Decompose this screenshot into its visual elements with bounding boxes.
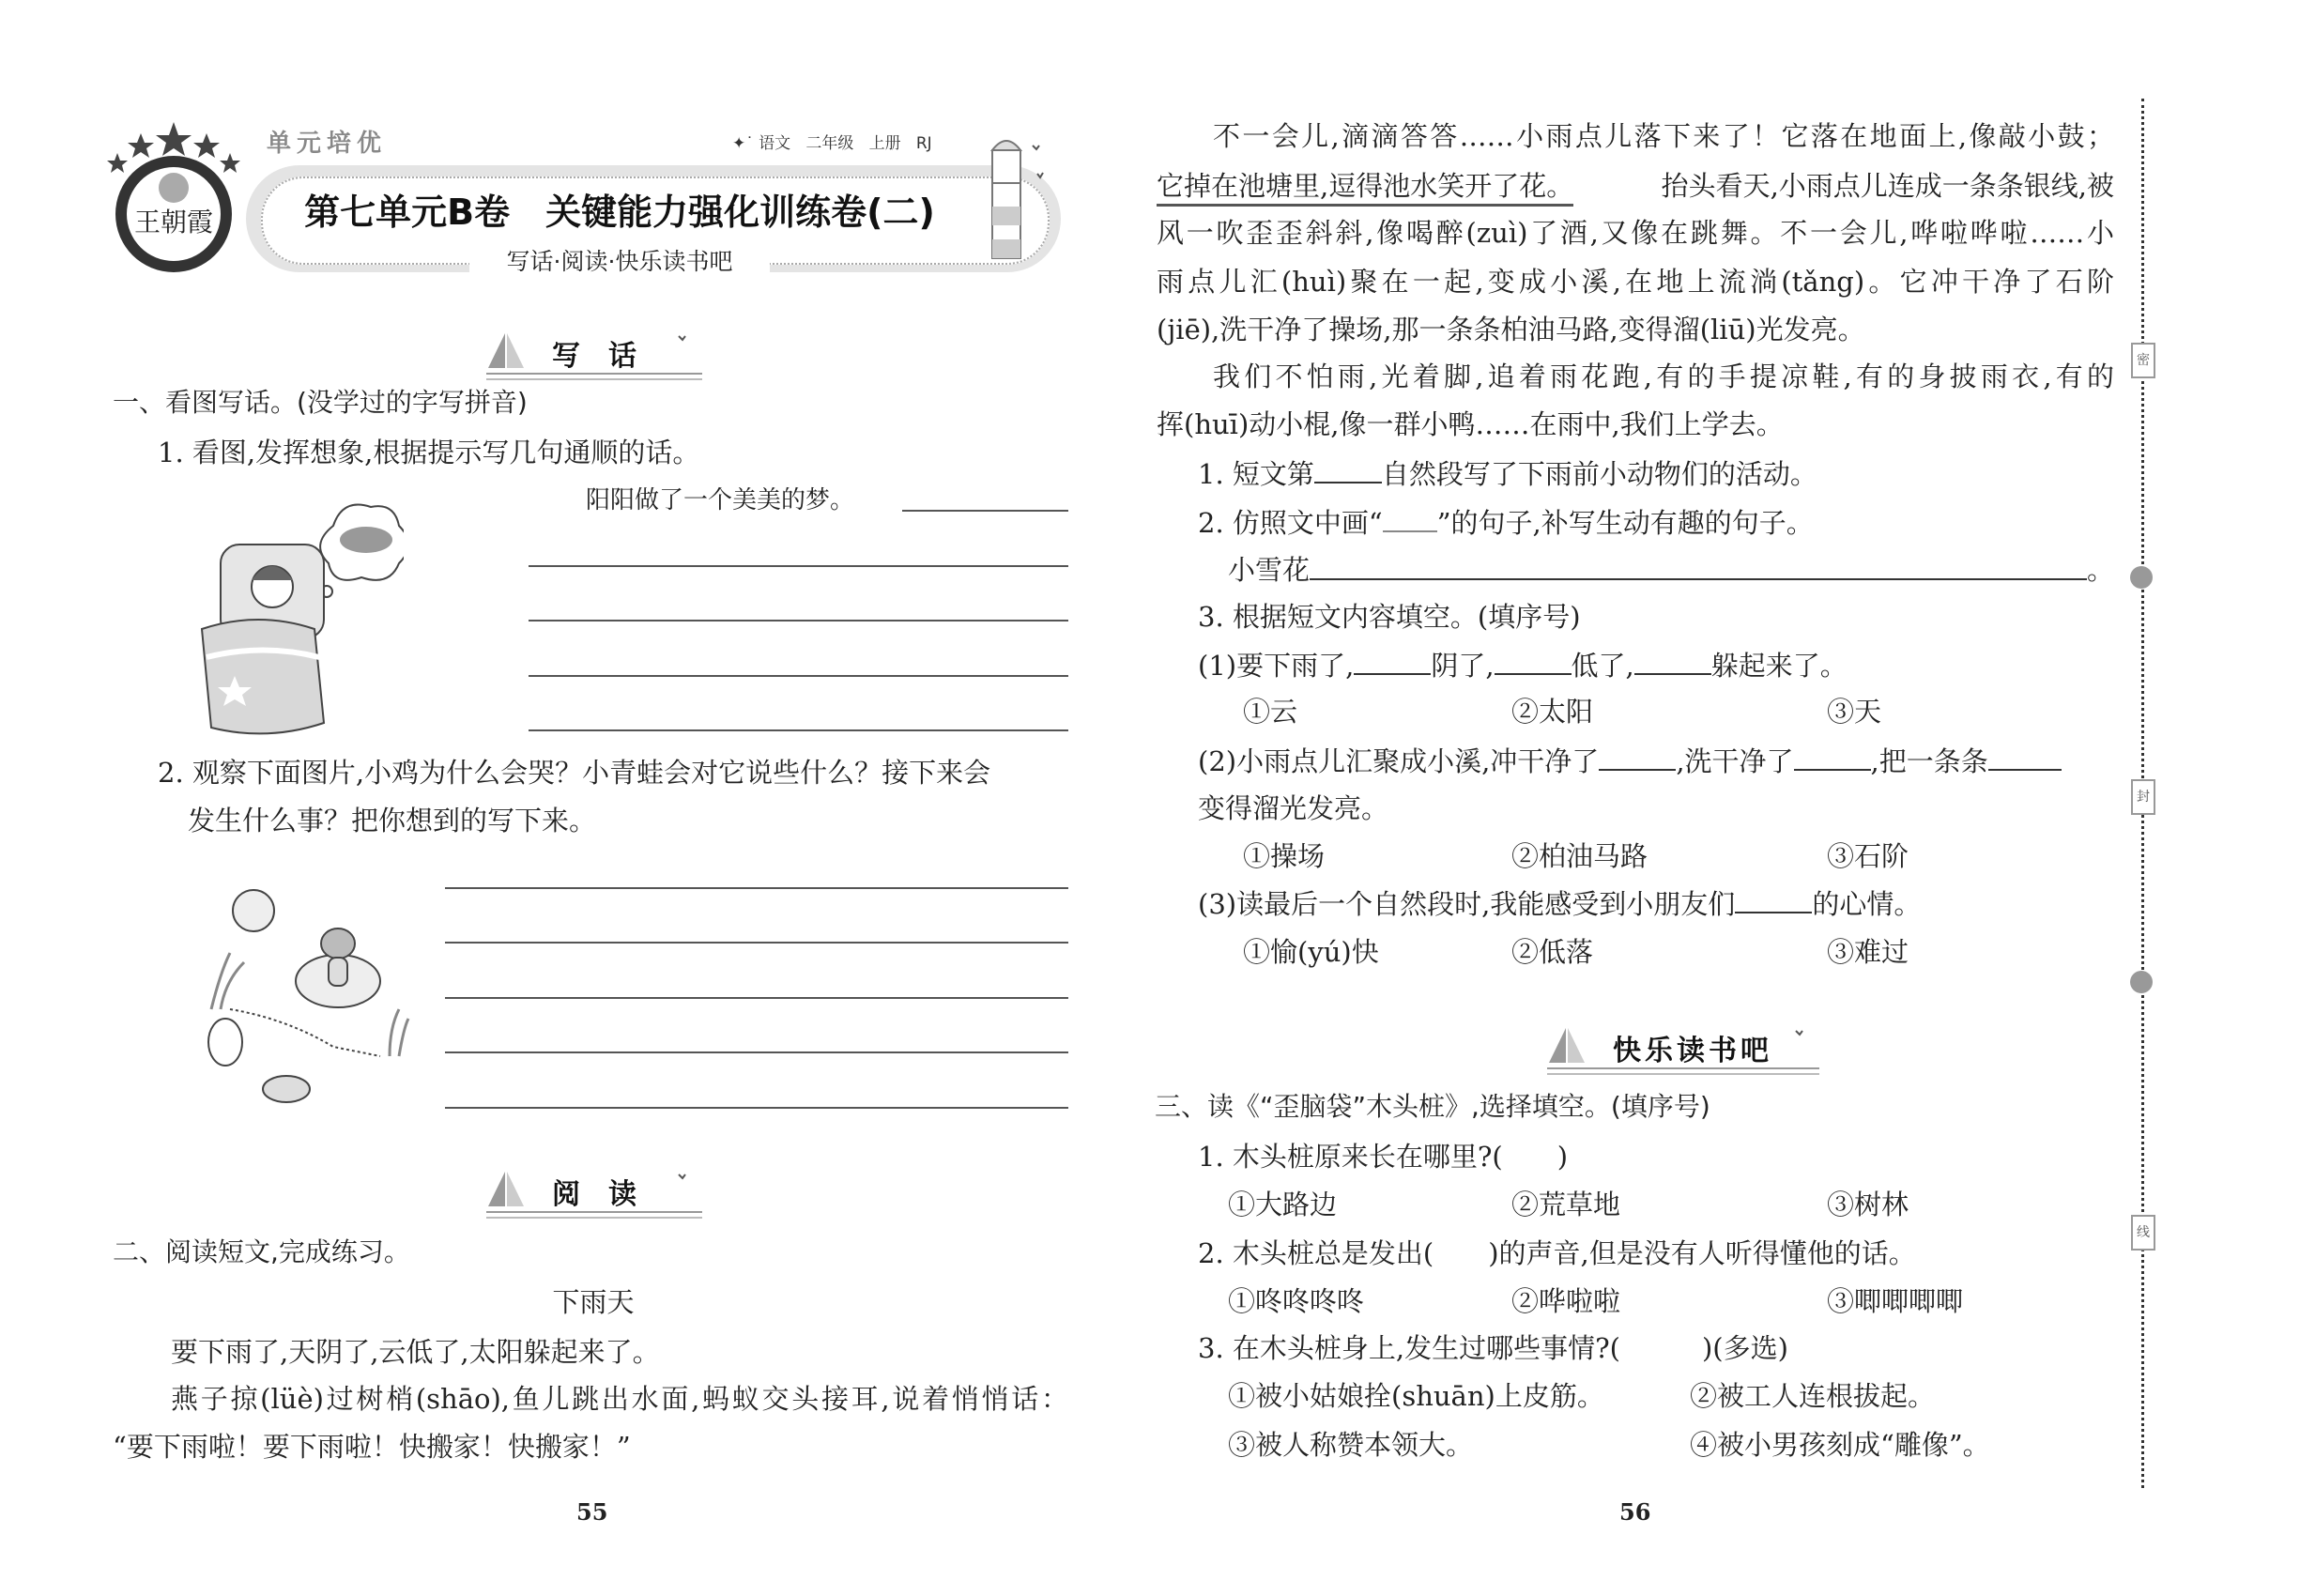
- question-1-1-prompt: 阳阳做了一个美美的梦。: [586, 486, 855, 514]
- option: ②低落: [1511, 936, 1594, 968]
- question-3-heading: 三、读《“歪脑袋”木头桩》,选择填空。(填序号): [1155, 1091, 1710, 1122]
- meta-grade: 二年级: [805, 134, 854, 153]
- writing-line[interactable]: [445, 1107, 1068, 1109]
- writing-line[interactable]: [445, 1051, 1068, 1053]
- option: ④被小男孩刻成“雕像”。: [1690, 1429, 1990, 1461]
- question-q3-2: [1198, 743, 2062, 779]
- q-text: 小雪花: [1228, 554, 1311, 586]
- section-title: 快乐读书吧: [1613, 1035, 1772, 1067]
- sparkle-icon: ✦˙: [732, 134, 759, 153]
- answer-blank[interactable]: [1735, 885, 1812, 913]
- scissors-icon: [2130, 566, 2153, 589]
- option: ②荒草地: [1511, 1189, 1621, 1220]
- option: ①云: [1243, 696, 1298, 728]
- question-q3-1: [1198, 647, 1848, 683]
- option: ①操场: [1243, 840, 1326, 872]
- option: ②柏油马路: [1511, 840, 1648, 872]
- binding-tag: 密: [2131, 343, 2155, 378]
- meta-volume: 上册: [868, 134, 901, 153]
- q-text: ,把一条条: [1870, 745, 1988, 777]
- option: ③唧唧唧唧: [1827, 1285, 1964, 1317]
- binding-tag: 封: [2131, 779, 2155, 815]
- answer-blank[interactable]: [1794, 743, 1871, 771]
- passage-line: 燕子掠(lüè)过树梢(shāo),鱼儿跳出水面,蚂蚁交头接耳,说着悄悄话：: [171, 1383, 1068, 1415]
- question-1-heading: 一、看图写话。(没学过的字写拼音): [113, 387, 528, 418]
- q-text: 自然段写了下雨前小动物们的活动。: [1381, 458, 1817, 490]
- q-text: 阴了,: [1431, 650, 1495, 682]
- question-q3: 3. 根据短文内容填空。(填序号): [1198, 601, 1581, 633]
- passage-line: 要下雨了,天阴了,云低了,太阳躲起来了。: [171, 1336, 660, 1368]
- writing-line[interactable]: [529, 675, 1068, 677]
- underlined-sentence: 它掉在池塘里,逗得池水笑开了花。: [1157, 168, 1573, 207]
- passage-line: 雨点儿汇(huì)聚在一起,变成小溪,在地上流淌(tǎng)。它冲干净了石阶: [1157, 266, 2114, 298]
- writing-line[interactable]: [445, 997, 1068, 999]
- page-subtitle: 写话·阅读·快乐读书吧: [469, 244, 770, 280]
- q-text: 1. 短文第: [1198, 458, 1314, 490]
- q-text: (3)读最后一个自然段时,我能感受到小朋友们: [1198, 888, 1736, 920]
- passage-line: [1157, 168, 2114, 207]
- writing-line[interactable]: [529, 729, 1068, 731]
- option: ②被工人连根拔起。: [1690, 1380, 1936, 1412]
- dreaming-boy-illustration: [197, 488, 404, 742]
- q-text: 低了,: [1571, 650, 1634, 682]
- meta-edition: RJ: [915, 134, 932, 153]
- q-text: 的心情。: [1812, 888, 1922, 920]
- answer-blank[interactable]: [1634, 647, 1711, 675]
- q-text: (1)要下雨了,: [1198, 650, 1355, 682]
- page-number: 55: [576, 1498, 608, 1526]
- section-title: 阅读: [552, 1178, 665, 1211]
- option: ③天: [1827, 696, 1882, 728]
- writing-line[interactable]: [529, 620, 1068, 622]
- answer-blank[interactable]: [1599, 743, 1676, 771]
- question-q2-answer: [1228, 552, 2114, 588]
- question-2-heading: 二、阅读短文,完成练习。: [113, 1236, 410, 1267]
- passage-line: (jiē),洗干净了操场,那一条条柏油马路,变得溜(liū)光发亮。: [1157, 314, 1865, 345]
- passage-title: 下雨天: [552, 1286, 635, 1318]
- option: ①大路边: [1228, 1189, 1338, 1220]
- writing-line[interactable]: [902, 510, 1068, 512]
- option: ③难过: [1827, 936, 1909, 968]
- scissors-icon: [2130, 971, 2153, 993]
- writing-line[interactable]: [529, 565, 1068, 567]
- option: ①愉(yú)快: [1243, 936, 1379, 968]
- page-title: 第七单元B卷 关键能力强化训练卷(二): [304, 192, 935, 233]
- passage-line: 挥(huī)动小棍,像一群小鸭……在雨中,我们上学去。: [1157, 408, 1784, 440]
- question-q2: [1198, 504, 1814, 541]
- answer-blank[interactable]: [1495, 647, 1572, 675]
- underline-sample: [1383, 504, 1437, 532]
- option: ②太阳: [1511, 696, 1594, 728]
- section-title: 写话: [552, 340, 665, 373]
- book-question-1: 1. 木头桩原来长在哪里?( ): [1198, 1141, 1569, 1173]
- option: ②哗啦啦: [1511, 1285, 1621, 1317]
- q-text: 2. 仿照文中画“: [1198, 507, 1383, 539]
- q-text: 躲起来了。: [1710, 650, 1848, 682]
- binding-tag: 线: [2131, 1215, 2155, 1251]
- section-heading-reading: [486, 1167, 702, 1223]
- writing-line[interactable]: [445, 942, 1068, 944]
- publisher-logo: [103, 120, 244, 275]
- meta-subject: 语文: [759, 134, 791, 153]
- q-text: (2)小雨点儿汇聚成小溪,冲干净了: [1198, 745, 1600, 777]
- meta-info: [732, 130, 932, 153]
- option: ③树林: [1827, 1189, 1909, 1220]
- passage-line: “要下雨啦！要下雨啦！快搬家！快搬家！”: [113, 1431, 631, 1463]
- passage-line: 不一会儿,滴滴答答……小雨点儿落下来了！它落在地面上,像敲小鼓；: [1213, 120, 2114, 152]
- option: ③石阶: [1827, 840, 1909, 872]
- option: ③被人称赞本领大。: [1228, 1429, 1474, 1461]
- frog-and-chick-illustration: [183, 878, 437, 1103]
- writing-line[interactable]: [445, 887, 1068, 889]
- answer-blank[interactable]: [1988, 743, 2062, 771]
- question-1-1: 1. 看图,发挥想象,根据提示写几句通顺的话。: [158, 437, 700, 468]
- book-question-2: 2. 木头桩总是发出( )的声音,但是没有人听得懂他的话。: [1198, 1237, 1916, 1269]
- logo-text: 王朝霞: [133, 207, 214, 238]
- option: ①被小姑娘拴(shuān)上皮筋。: [1228, 1380, 1604, 1412]
- passage-text: 抬头看天,小雨点儿连成一条条银线,被: [1661, 170, 2114, 202]
- section-heading-writing: [486, 329, 702, 385]
- question-q1: [1198, 455, 1817, 492]
- question-1-2-line2: 发生什么事？把你想到的写下来。: [188, 805, 597, 836]
- passage-line: 风一吹歪歪斜斜,像喝醉(zuì)了酒,又像在跳舞。不一会儿,哗啦哗啦……小: [1157, 217, 2114, 249]
- q-text: ,洗干净了: [1676, 745, 1794, 777]
- book-question-3: 3. 在木头桩身上,发生过哪些事情?( )(多选): [1198, 1332, 1788, 1364]
- option: ①咚咚咚咚: [1228, 1285, 1365, 1317]
- answer-blank[interactable]: [1314, 455, 1382, 483]
- series-label: 单元培优: [267, 130, 388, 158]
- q-text: 。: [2086, 554, 2114, 586]
- lighthouse-icon: [981, 131, 1047, 263]
- question-1-2-line1: 2. 观察下面图片,小鸡为什么会哭？小青蛙会对它说些什么？接下来会: [158, 757, 991, 789]
- answer-blank[interactable]: [1354, 647, 1431, 675]
- passage-line: 我们不怕雨,光着脚,追着雨花跑,有的手提凉鞋,有的身披雨衣,有的: [1213, 361, 2114, 392]
- page-number: 56: [1619, 1498, 1651, 1526]
- section-heading-books: [1547, 1023, 1819, 1080]
- answer-blank[interactable]: [1310, 552, 2087, 580]
- question-q3-3: [1198, 885, 1921, 922]
- q-text: ”的句子,补写生动有趣的句子。: [1436, 507, 1814, 539]
- question-q3-2-line2: 变得溜光发亮。: [1198, 792, 1389, 824]
